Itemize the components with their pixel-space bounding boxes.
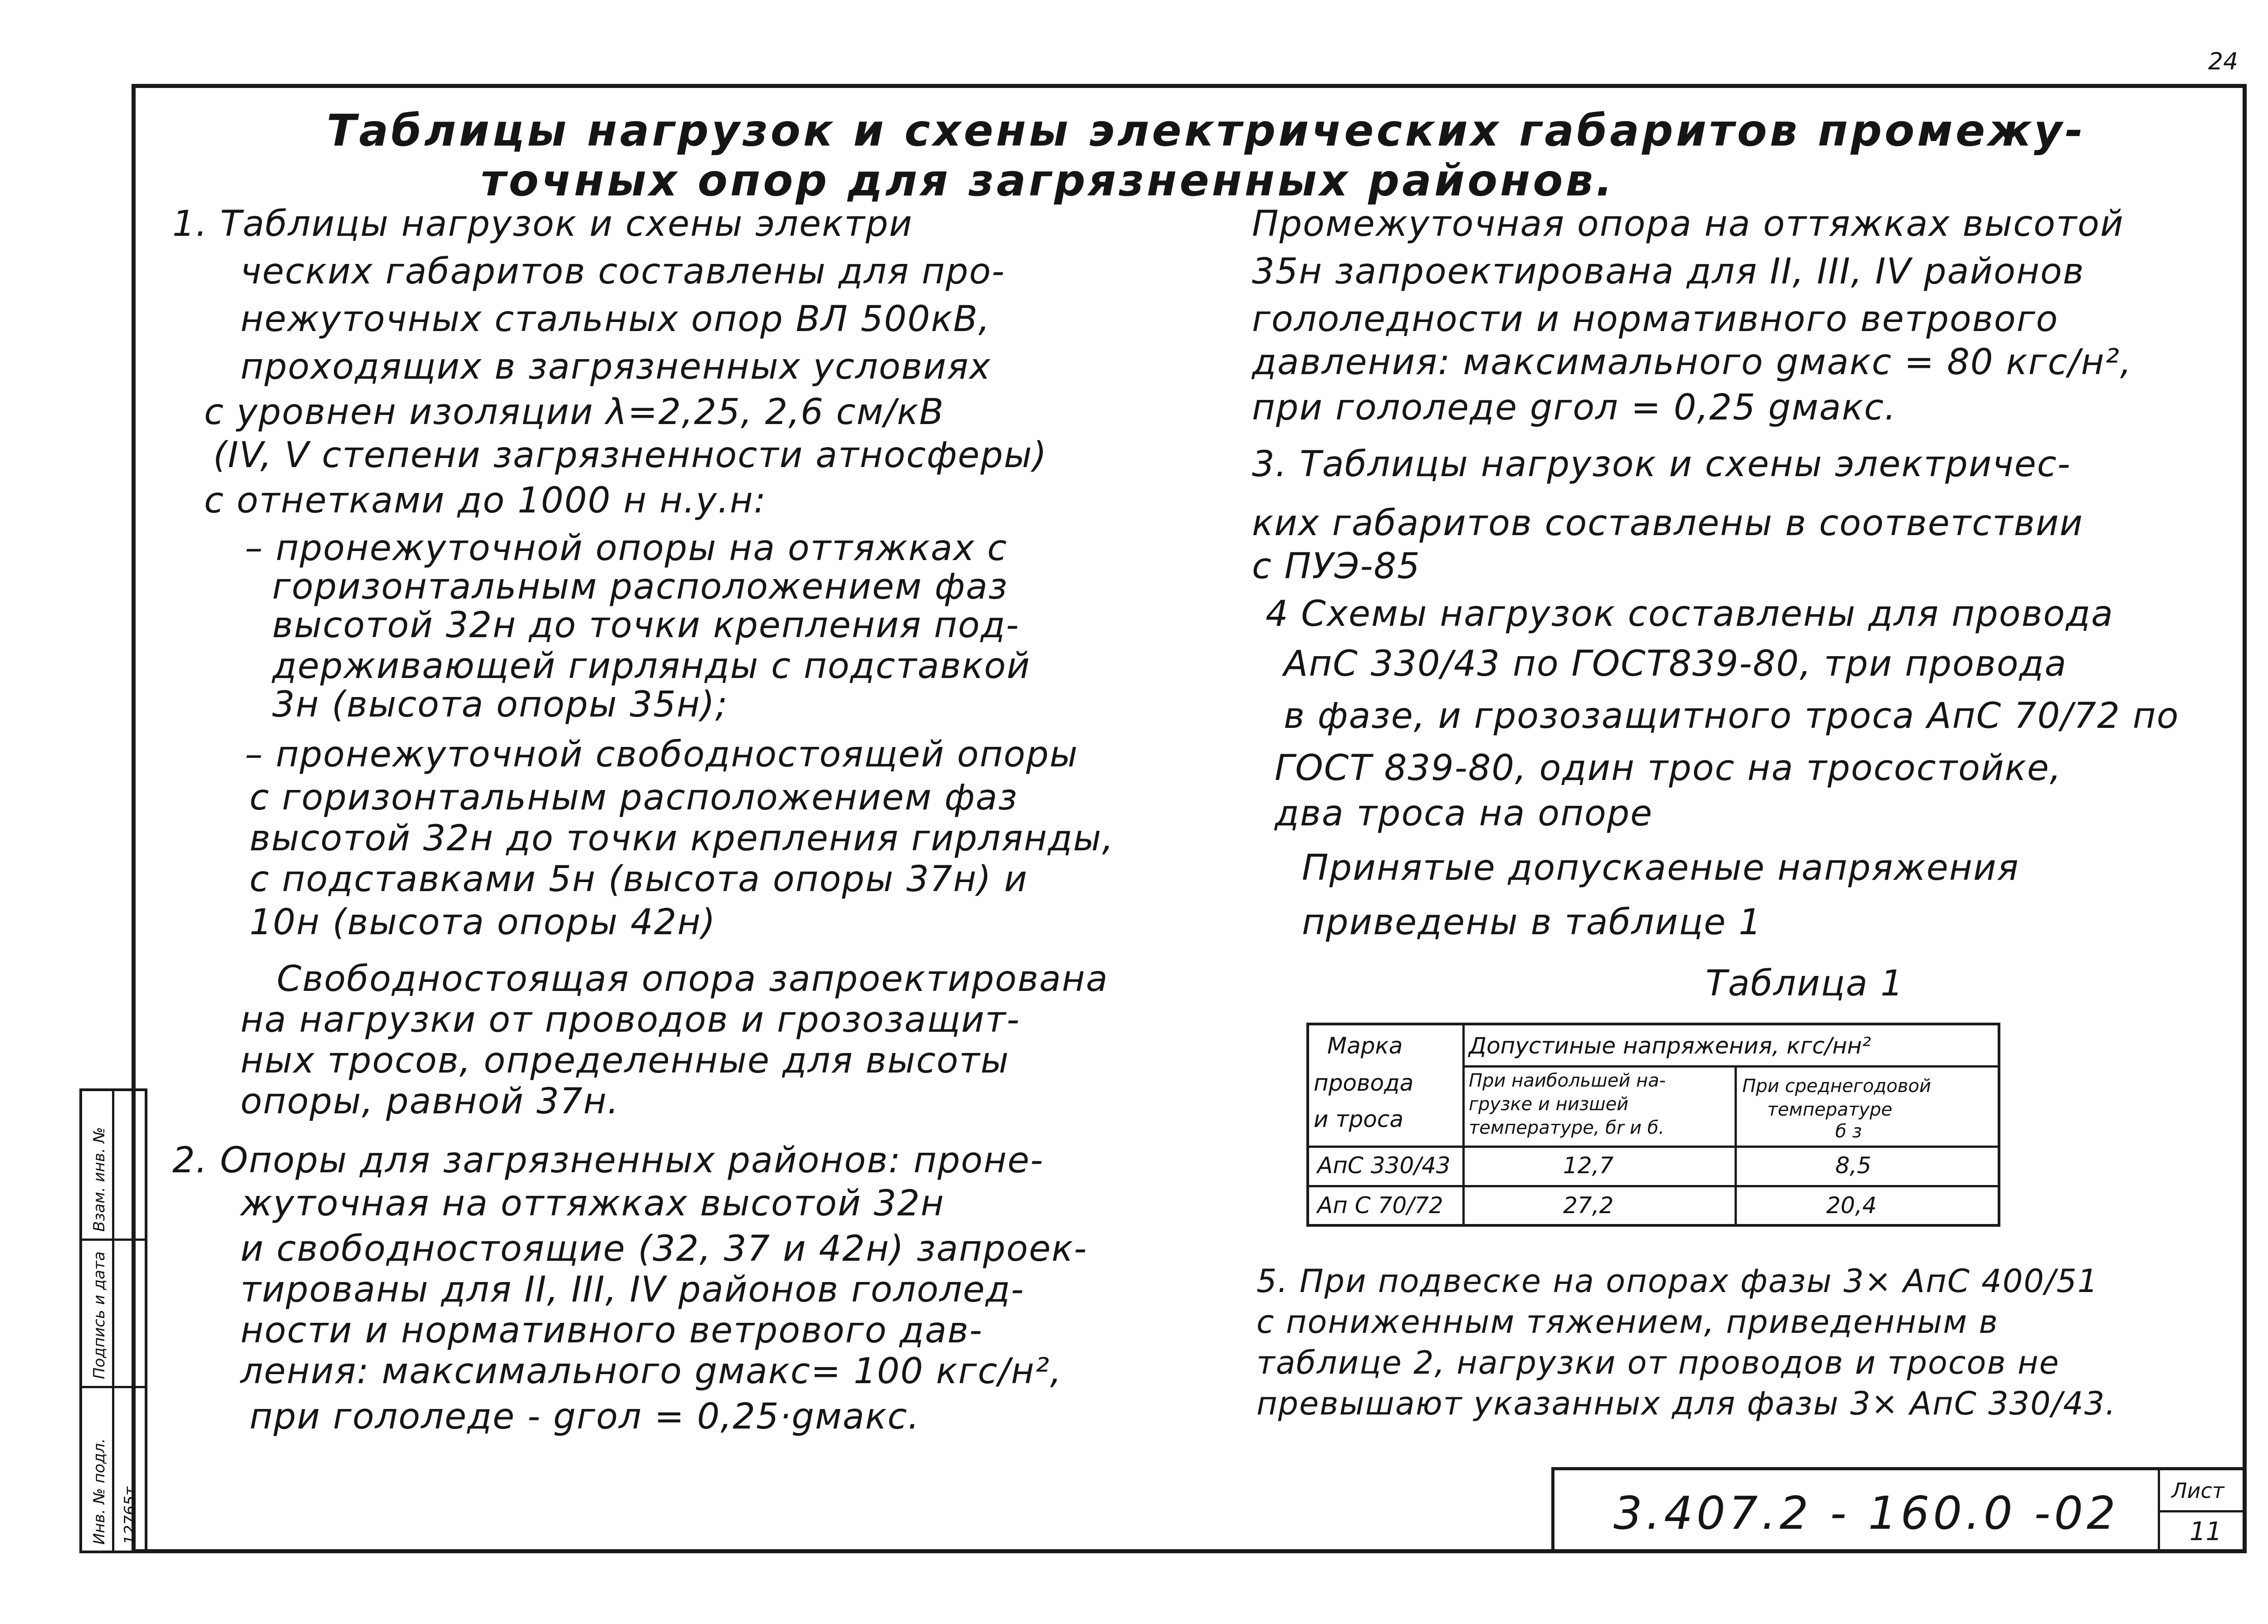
row1-mark: АпС 330/43 bbox=[1317, 1152, 1451, 1179]
drawing-number: 3.407.2 - 160.0 -02 bbox=[1613, 1487, 2119, 1540]
header-sub1-3: температуре, бr и б. bbox=[1469, 1117, 1665, 1138]
left-column-line: 3н (высота опоры 35н); bbox=[272, 684, 728, 725]
header-mark-3: и троса bbox=[1314, 1106, 1403, 1132]
note-5-line: 5. При подвеске на опорах фазы 3× АпС 400/51 bbox=[1256, 1263, 2099, 1300]
left-column-line: – пронежуточной опоры на оттяжках с bbox=[245, 528, 1008, 569]
right-column-line: давления: максимального gмакс = 80 кгс/н², bbox=[1252, 342, 2132, 383]
header-sub2-2: температуре bbox=[1767, 1099, 1892, 1120]
left-column-line: проходящих в загрязненных условиях bbox=[240, 346, 991, 387]
right-column-line: 3. Таблицы нагрузок и схены электричес- bbox=[1252, 444, 2071, 485]
row1-v2: 8,5 bbox=[1835, 1152, 1872, 1179]
right-column-line: гололедности и нормативного ветрового bbox=[1252, 299, 2059, 340]
header-sub1-2: грузке и низшей bbox=[1469, 1094, 1629, 1115]
left-column-line: опоры, равной 37н. bbox=[240, 1081, 620, 1122]
left-column-line: жуточная на оттяжках высотой 32н bbox=[240, 1183, 945, 1224]
note-5-line: с пониженным тяжением, приведенным в bbox=[1256, 1303, 1999, 1341]
header-sub1-1: При наибольшей на- bbox=[1469, 1070, 1666, 1091]
row1-v1: 12,7 bbox=[1563, 1152, 1614, 1179]
left-column-line: при гололеде - gгол = 0,25·gмакс. bbox=[249, 1396, 920, 1437]
header-sub2-3: б з bbox=[1835, 1121, 1862, 1142]
row2-v2: 20,4 bbox=[1826, 1192, 1877, 1219]
right-column-line: АпС 330/43 по ГОСТ839-80, три провода bbox=[1284, 644, 2068, 684]
table-1 bbox=[1306, 1023, 2000, 1227]
stamp-inventory-value: 12765т bbox=[121, 1487, 139, 1545]
header-group: Допустиные напряжения, кгс/нн² bbox=[1469, 1033, 1871, 1059]
title-block bbox=[1551, 1467, 2247, 1553]
sheet-number: 11 bbox=[2190, 1517, 2222, 1546]
left-column-line: с подставками 5н (высота опоры 37н) и bbox=[249, 859, 1028, 900]
left-column-line: с отнетками до 1000 н н.у.н: bbox=[204, 480, 767, 521]
header-mark-1: Марка bbox=[1327, 1033, 1403, 1059]
right-column-line: 35н запроектирована для II, III, IV районов bbox=[1252, 251, 2085, 292]
left-column-line: 10н (высота опоры 42н) bbox=[249, 902, 716, 943]
right-column-line: ГОСТ 839-80, один трос на тросостойке, bbox=[1275, 748, 2062, 789]
left-column-line: горизонтальным расположением фаз bbox=[272, 566, 1008, 607]
left-column-line: на нагрузки от проводов и грозозащит- bbox=[240, 1000, 1021, 1040]
right-column-line: 4 Схемы нагрузок составлены для провода bbox=[1266, 594, 2114, 634]
left-column-line: (IV, V степени загрязненности атносферы) bbox=[213, 435, 1048, 476]
left-column-line: ления: максимального gмакс= 100 кгс/н², bbox=[240, 1351, 1062, 1392]
right-column-line: приведены в таблице 1 bbox=[1302, 902, 1762, 943]
table-caption: Таблица 1 bbox=[1706, 963, 1904, 1004]
row2-mark: Ап С 70/72 bbox=[1317, 1192, 1443, 1219]
left-column-line: с горизонтальным расположением фаз bbox=[249, 777, 1018, 818]
left-column-line: Свободностоящая опора запроектирована bbox=[277, 959, 1109, 1000]
note-5-line: превышают указанных для фазы 3× АпС 330/43. bbox=[1256, 1385, 2116, 1422]
left-column-line: 1. Таблицы нагрузок и схены электри bbox=[172, 204, 913, 244]
left-column-line: держивающей гирлянды с подставкой bbox=[272, 646, 1031, 687]
page-number: 24 bbox=[2208, 48, 2239, 75]
title-line-2: точных опор для загрязненных районов. bbox=[481, 155, 1615, 206]
left-column-line: высотой 32н до точки крепления гирлянды, bbox=[249, 818, 1114, 859]
left-column-line: 2. Опоры для загрязненных районов: проне- bbox=[172, 1140, 1044, 1181]
stamp-label-inventory: Инв. № подл. bbox=[90, 1438, 108, 1545]
left-column-line: высотой 32н до точки крепления под- bbox=[272, 605, 1020, 646]
right-column-line: два троса на опоре bbox=[1275, 793, 1653, 834]
row2-v1: 27,2 bbox=[1563, 1192, 1614, 1219]
right-column-line: при гололеде gгол = 0,25 gмакс. bbox=[1252, 387, 1897, 428]
sheet-label: Лист bbox=[2171, 1478, 2224, 1503]
left-column-line: – пронежуточной свободностоящей опоры bbox=[245, 734, 1079, 775]
right-column-line: Принятые допускаеные напряжения bbox=[1302, 848, 2019, 888]
left-column-line: ческих габаритов составлены для про- bbox=[240, 251, 1006, 292]
left-column-line: тированы для II, III, IV районов гололед- bbox=[240, 1269, 1025, 1310]
title-line-1: Таблицы нагрузок и схены электрических габаритов промежу- bbox=[327, 105, 2086, 156]
left-column-line: нежуточных стальных опор ВЛ 500кВ, bbox=[240, 299, 991, 340]
right-column-line: ких габаритов составлены в соответствии bbox=[1252, 503, 2084, 544]
stamp-strip bbox=[79, 1088, 147, 1553]
right-column-line: с ПУЭ-85 bbox=[1252, 546, 1421, 587]
left-column-line: ности и нормативного ветрового дав- bbox=[240, 1310, 983, 1351]
right-column-line: Промежуточная опора на оттяжках высотой bbox=[1252, 204, 2124, 244]
header-mark-2: провода bbox=[1314, 1070, 1414, 1096]
stamp-label-signature: Подпись и дата bbox=[90, 1251, 108, 1379]
note-5-line: таблице 2, нагрузки от проводов и тросов не bbox=[1256, 1344, 2060, 1381]
stamp-label-replace: Взам. инв. № bbox=[90, 1127, 108, 1232]
right-column-line: в фазе, и грозозащитного троса АпС 70/72 по bbox=[1284, 696, 2180, 736]
left-column-line: с уровнен изоляции λ=2,25, 2,6 см/кВ bbox=[204, 392, 944, 433]
header-sub2-1: При среднегодовой bbox=[1742, 1076, 1931, 1097]
left-column-line: и свободностоящие (32, 37 и 42н) запроек- bbox=[240, 1229, 1088, 1269]
left-column-line: ных тросов, определенные для высоты bbox=[240, 1040, 1010, 1081]
